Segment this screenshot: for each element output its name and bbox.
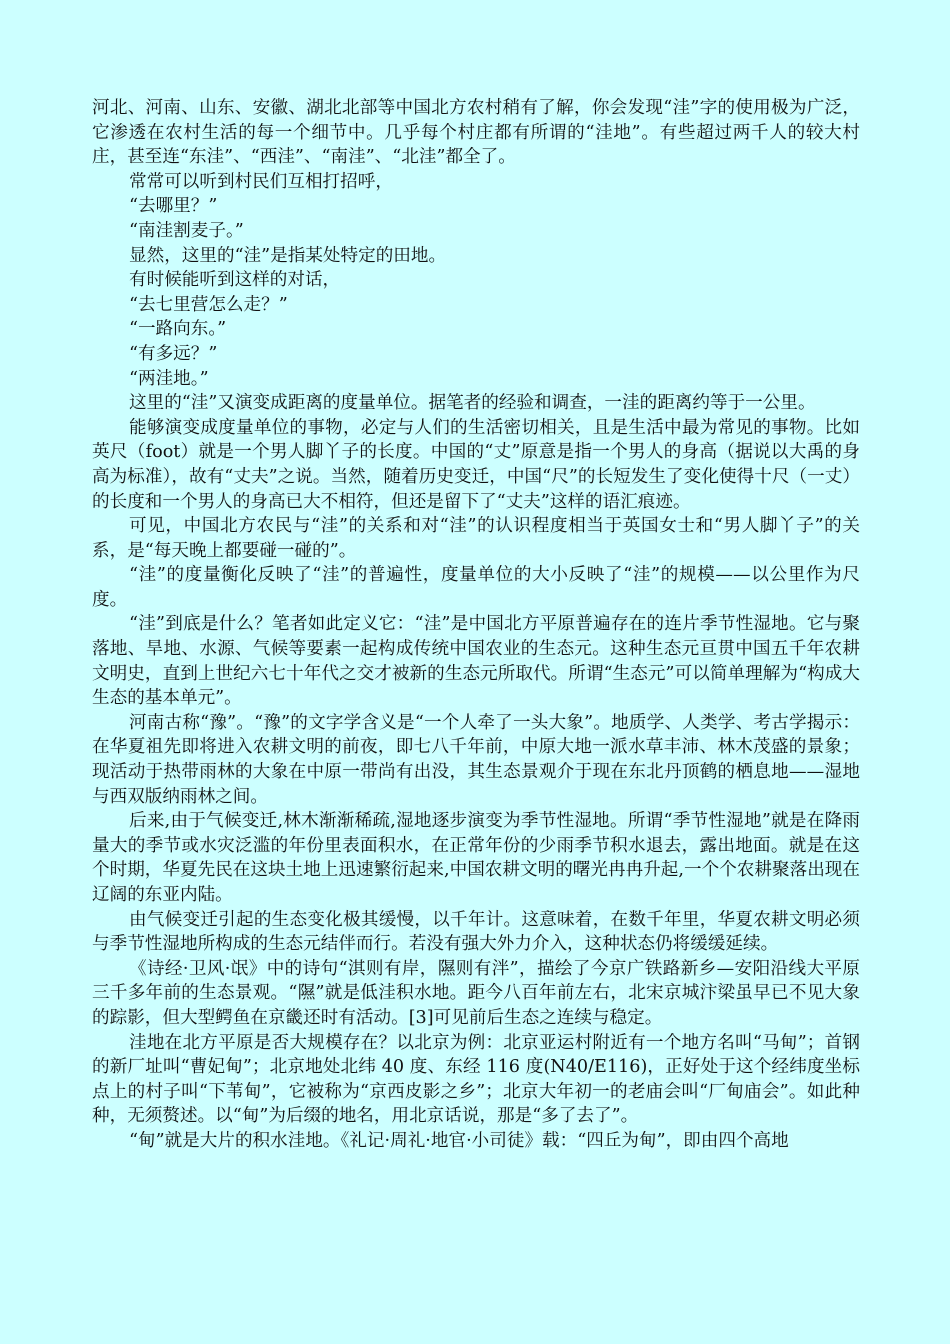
paragraph: 能够演变成度量单位的事物，必定与人们的生活密切相关，且是生活中最为常见的事物。比如英尺（foot）就是一个男人脚丫子的长度。中国的“丈”原意是指一个男人的身高（据说以大禹的身高为标准），故有“丈夫”之说。当然，随着历史变迁，中国“尺”的长短发生了变化使得十尺（一丈）的长度和一个男人的身高已大不相符，但还是留下了“丈夫”这样的语汇痕迹。	[92, 417, 860, 512]
paragraph: “甸”就是大片的积水洼地。《礼记·周礼·地官·小司徒》载：“四丘为甸”，即由四个高地	[129, 1130, 789, 1151]
paragraph: 有时候能听到这样的对话，	[129, 270, 341, 291]
dialogue-line: “南洼割麦子。”	[129, 220, 244, 241]
dialogue-line: “有多远？”	[129, 343, 218, 364]
paragraph: 《诗经·卫风·氓》中的诗句“淇则有岸，隰则有泮”，描绘了今京广铁路新乡—安阳沿线大平原三千多年前的生态景观。“隰”就是低洼积水地。距今八百年前左右，北宋京城汴梁虽早已不见大象的踪影，但大型鳄鱼在京畿还时有活动。[3]可见前后生态之连续与稳定。	[92, 958, 860, 1028]
dialogue-line: “去哪里？”	[129, 196, 218, 217]
paragraph: 这里的“洼”又演变成距离的度量单位。据笔者的经验和调查，一洼的距离约等于一公里。	[129, 393, 816, 414]
dialogue-line: “两洼地。”	[129, 368, 209, 389]
document-body	[92, 96, 860, 1154]
paragraph: 河南古称“豫”。“豫”的文字学含义是“一个人牵了一头大象”。地质学、人类学、考古学揭示：在华夏祖先即将进入农耕文明的前夜，即七八千年前，中原大地一派水草丰沛、林木茂盛的景象；现活动于热带雨林的大象在中原一带尚有出没，其生态景观介于现在东北丹顶鹤的栖息地——湿地与西双版纳雨林之间。	[92, 712, 860, 807]
paragraph: 后来,由于气候变迁,林木渐渐稀疏,湿地逐步演变为季节性湿地。所谓“季节性湿地”就是在降雨量大的季节或水灾泛滥的年份里表面积水，在正常年份的少雨季节积水退去，露出地面。就是在这个时期，华夏先民在这块土地上迅速繁衍起来,中国农耕文明的曙光冉冉升起,一个个农耕聚落出现在辽阔的东亚内陆。	[92, 811, 860, 905]
dialogue-line: “去七里营怎么走？”	[129, 294, 288, 315]
paragraph: “洼”到底是什么？笔者如此定义它：“洼”是中国北方平原普遍存在的连片季节性湿地。它与聚落地、旱地、水源、气候等要素一起构成传统中国农业的生态元。这种生态元亘贯中国五千年农耕文明史，直到上世纪六七十年代之交才被新的生态元所取代。所谓“生态元”可以简单理解为“构成大生态的基本单元”。	[92, 614, 860, 709]
paragraph: 洼地在北方平原是否大规模存在？以北京为例：北京亚运村附近有一个地方名叫“马甸”；首钢的新厂址叫“曹妃甸”；北京地处北纬 40 度、东经 116 度(N40/E116)，正好处于这个经纬度坐标点上的村子叫“下苇甸”，它被称为“京西皮影之乡”；北京大年初一的老庙会叫“厂甸庙会”。如此种种，无须赘述。以“甸”为后缀的地名，用北京话说，那是“多了去了”。	[92, 1032, 860, 1127]
paragraph: 常常可以听到村民们互相打招呼，	[129, 171, 393, 192]
paragraph: “洼”的度量衡化反映了“洼”的普遍性，度量单位的大小反映了“洼”的规模——以公里作为尺度。	[92, 565, 860, 610]
paragraph: 可见，中国北方农民与“洼”的关系和对“洼”的认识程度相当于英国女士和“男人脚丫子”的关系，是“每天晚上都要碰一碰的”。	[92, 516, 860, 561]
paragraph: 由气候变迁引起的生态变化极其缓慢，以千年计。这意味着，在数千年里，华夏农耕文明必须与季节性湿地所构成的生态元结伴而行。若没有强大外力介入，这种状态仍将缓缓延续。	[92, 909, 860, 955]
paragraph: 显然，这里的“洼”是指某处特定的田地。	[129, 245, 447, 266]
dialogue-line: “一路向东。”	[129, 319, 227, 340]
paragraph: 河北、河南、山东、安徽、湖北北部等中国北方农村稍有了解，你会发现“洼”字的使用极为广泛，它渗透在农村生活的每一个细节中。几乎每个村庄都有所谓的“洼地”。有些超过两千人的较大村庄，甚至连“东洼”、“西洼”、“南洼”、“北洼”都全了。	[92, 98, 860, 168]
